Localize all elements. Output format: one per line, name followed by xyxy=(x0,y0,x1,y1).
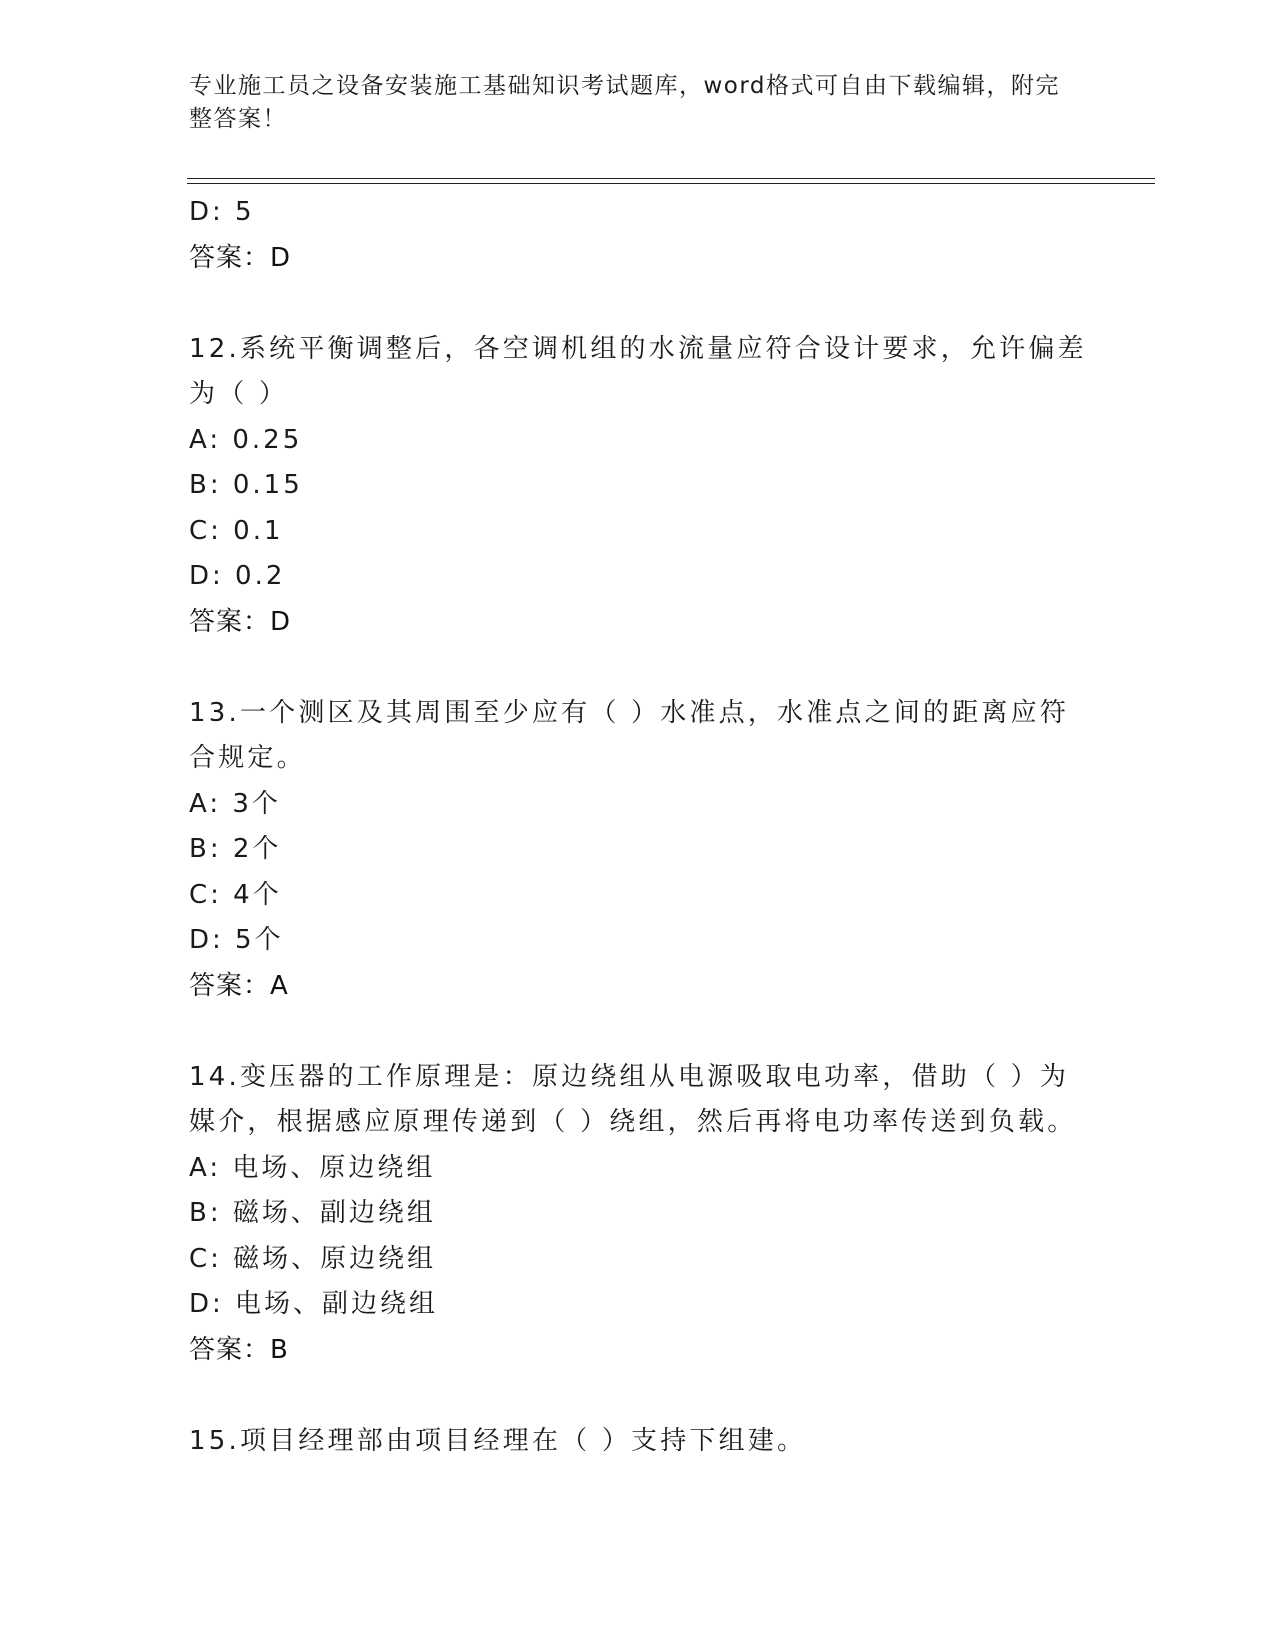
page-header-title: 专业施工员之设备安装施工基础知识考试题库，word格式可自由下载编辑，附完整答案！ xyxy=(189,73,1061,132)
option-c: C: 0.1 xyxy=(189,515,284,546)
option-c: C: 磁场、原边绕组 xyxy=(189,1243,437,1274)
answer-line: 答案：B xyxy=(189,1334,289,1365)
spacer xyxy=(189,1373,1089,1419)
answer-line: 答案：D xyxy=(189,606,292,637)
option-a: A: 电场、原边绕组 xyxy=(189,1152,436,1183)
question-content xyxy=(189,190,1089,1464)
question-stem-15: 15.项目经理部由项目经理在（ ）支持下组建。 xyxy=(189,1425,807,1456)
header-rule-top xyxy=(187,178,1155,179)
option-c: C: 4个 xyxy=(189,879,282,910)
option-b: B: 磁场、副边绕组 xyxy=(189,1198,436,1228)
spacer xyxy=(189,1009,1089,1055)
spacer xyxy=(189,645,1089,691)
question-stem-13: 13.一个测区及其周围至少应有（ ）水准点，水准点之间的距离应符合规定。 xyxy=(189,697,1070,773)
option-a: A: 0.25 xyxy=(189,424,303,455)
answer-line: 答案：A xyxy=(189,970,289,1001)
option-d: D: 电场、副边绕组 xyxy=(189,1289,439,1319)
option-d: D: 0.2 xyxy=(189,561,286,591)
answer-line: 答案：D xyxy=(189,242,292,273)
option-a: A: 3个 xyxy=(189,788,281,819)
option-b: B: 2个 xyxy=(189,834,282,864)
header-rule-bottom xyxy=(187,183,1155,184)
spacer xyxy=(189,281,1089,327)
question-stem-14: 14.变压器的工作原理是：原边绕组从电源吸取电功率，借助（ ）为媒介，根据感应原理传递到（ ）绕组，然后再将电功率传送到负载。 xyxy=(189,1061,1077,1137)
option-d: D: 5个 xyxy=(189,925,284,955)
option-d: D: 5 xyxy=(189,197,255,227)
question-stem-12: 12.系统平衡调整后，各空调机组的水流量应符合设计要求，允许偏差为（ ） xyxy=(189,333,1087,409)
option-b: B: 0.15 xyxy=(189,470,303,500)
